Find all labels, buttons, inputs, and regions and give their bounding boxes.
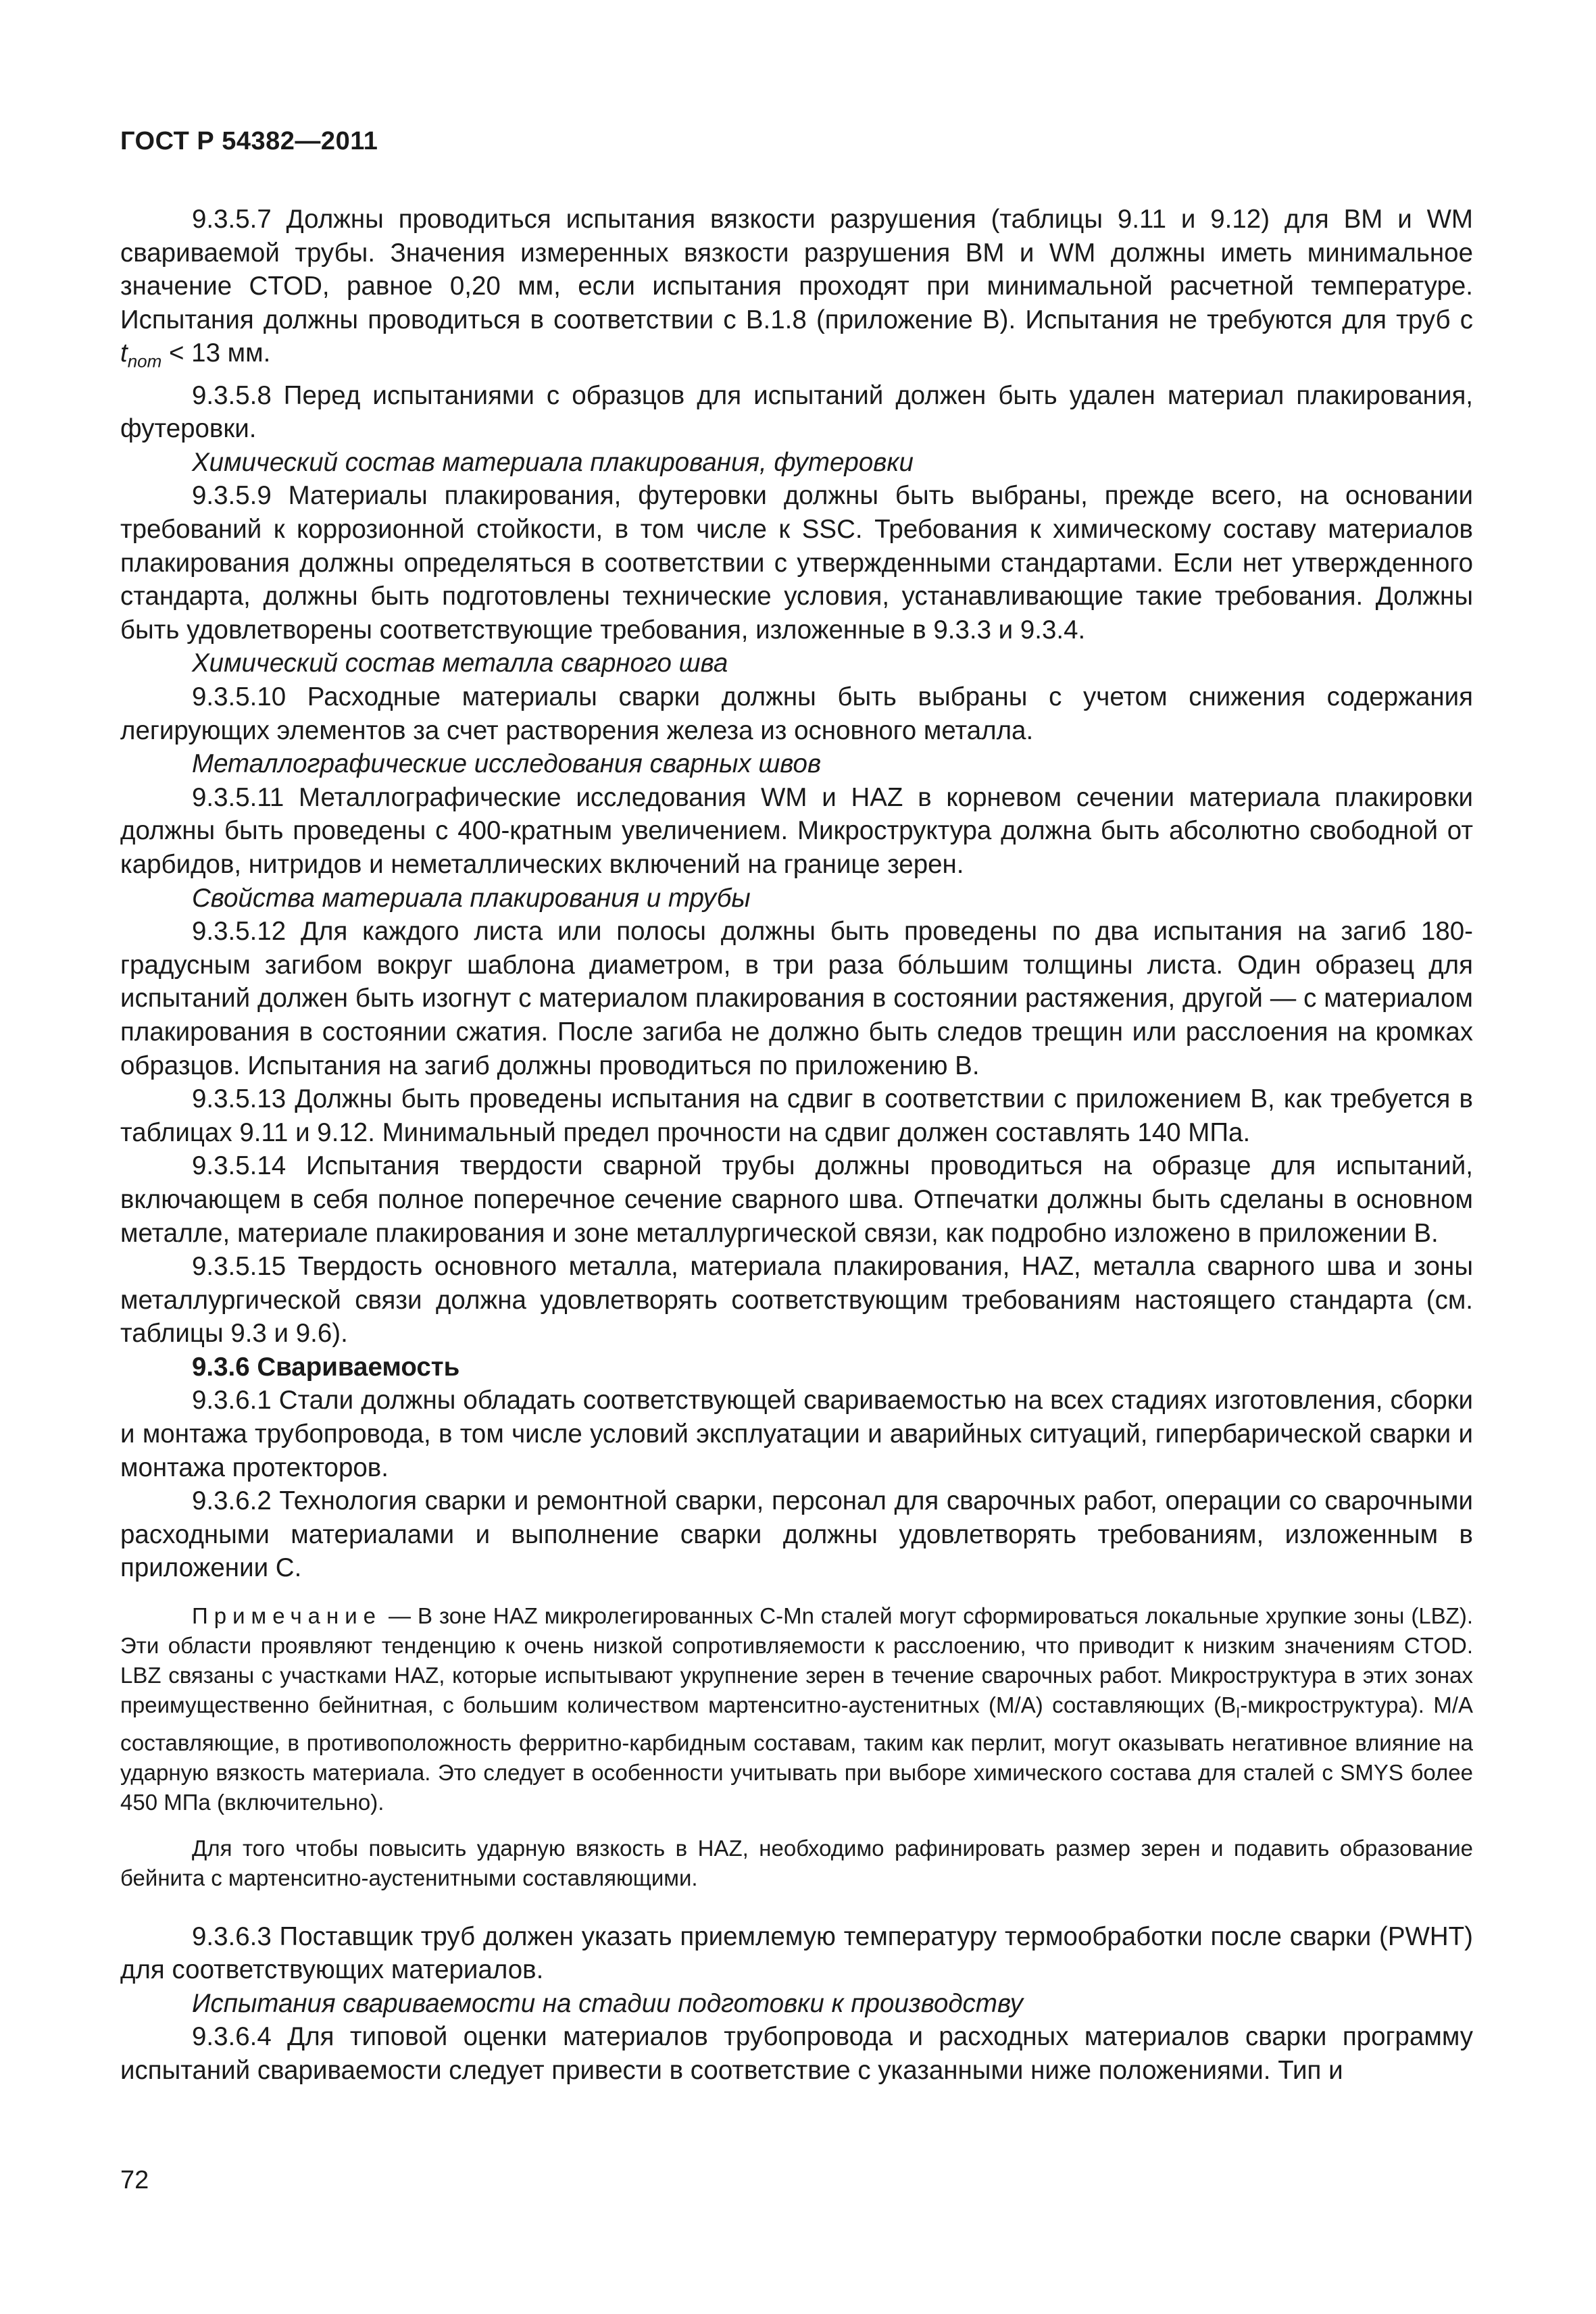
paragraph-9-3-6-4: 9.3.6.4 Для типовой оценки материалов трубопровода и расходных материалов сварки программу испытаний свариваемости следует привести в соответствие с указанными ниже положениями. Тип и — [120, 2022, 1473, 2085]
paragraph-9-3-5-9: 9.3.5.9 Материалы плакирования, футеровки должны быть выбраны, прежде всего, на основании требований к коррозионной стойкости, в том числе к SSC. Требования к химическому составу материалов плакирования должны определяться в соответствии с утвержденными стандартами. Если нет утвержденного стандарта, должны быть подготовлены технические условия, устанавливающие такие требования. Должны быть удовлетворены соответствующие требования, изложенные в 9.3.3 и 9.3.4. — [120, 481, 1473, 645]
document-body — [120, 203, 1473, 2088]
paragraph-9-3-6-3: 9.3.6.3 Поставщик труб должен указать приемлемую температуру термообработки после сварки (PWHT) для соответствующих материалов. — [120, 1921, 1473, 1985]
paragraph-9-3-5-12: 9.3.5.12 Для каждого листа или полосы должны быть проведены по два испытания на загиб 180-градусным загибом вокруг шаблона диаметром, в три раза бóльшим толщины листа. Один образец для испытаний должен быть изогнут с материалом плакирования в состоянии растяжения, другой — с материалом плакирования в состоянии сжатия. После загиба не должно быть следов трещин или расслоения на кромках образцов. Испытания на загиб должны проводиться по приложению В. — [120, 917, 1473, 1080]
subheading-chemical-weld: Химический состав металла сварного шва — [192, 649, 728, 678]
paragraph-9-3-5-7: 9.3.5.7 Должны проводиться испытания вязкости разрушения (таблицы 9.11 и 9.12) для ВМ и WM свариваемой трубы. Значения измеренных вязкости разрушения ВМ и WM должны иметь минимальное значение CTOD, равное 0,20 мм, если испытания проходят при минимальной расчетной температуре. Испытания должны проводиться в соответствии с В.1.8 (приложение В). Испытания не требуются для труб с $t_{nom} < 13$ мм. — [120, 205, 1473, 372]
page-number: 72 — [120, 2166, 149, 2194]
note-paragraph-2: Для того чтобы повысить ударную вязкость в HAZ, необходимо рафинировать размер зерен и подавить образование бейнита с мартенситно-аустенитными составляющими. — [120, 1835, 1473, 1890]
subheading-weldability-tests: Испытания свариваемости на стадии подготовки к производству — [192, 1988, 1024, 2018]
section-heading-9-3-6: 9.3.6 Свариваемость — [192, 1352, 460, 1382]
paragraph-9-3-5-10: 9.3.5.10 Расходные материалы сварки должны быть выбраны с учетом снижения содержания легирующих элементов за счет растворения железа из основного металла. — [120, 682, 1473, 745]
paragraph-9-3-5-11: 9.3.5.11 Металлографические исследования WM и HAZ в корневом сечении материала плакировки должны быть проведены с 400-кратным увеличением. Микроструктура должна быть абсолютно свободной от карбидов, нитридов и неметаллических включений на границе зерен. — [120, 782, 1473, 879]
subheading-chemical-cladding: Химический состав материала плакирования, футеровки — [192, 447, 914, 477]
paragraph-9-3-5-8: 9.3.5.8 Перед испытаниями с образцов для испытаний должен быть удален материал плакирования, футеровки. — [120, 380, 1473, 444]
document-id: ГОСТ Р 54382—2011 — [120, 127, 378, 155]
subheading-cladding-properties: Свойства материала плакирования и трубы — [192, 883, 751, 913]
note-label: Примечание — [192, 1603, 382, 1629]
paragraph-9-3-5-13: 9.3.5.13 Должны быть проведены испытания на сдвиг в соответствии с приложением В, как требуется в таблицах 9.11 и 9.12. Минимальный предел прочности на сдвиг должен составлять 140 МПа. — [120, 1084, 1473, 1147]
paragraph-9-3-6-1: 9.3.6.1 Стали должны обладать соответствующей свариваемостью на всех стадиях изготовления, сборки и монтажа трубопровода, в том числе условий эксплуатации и аварийных ситуаций, гипербарической сварки и монтажа протекторов. — [120, 1386, 1473, 1482]
paragraph-9-3-5-15: 9.3.5.15 Твердость основного металла, материала плакирования, HAZ, металла сварного шва и зоны металлургической связи должна удовлетворять соответствующим требованиям настоящего стандарта (см. таблицы 9.3 и 9.6). — [120, 1252, 1473, 1349]
paragraph-9-3-6-2: 9.3.6.2 Технология сварки и ремонтной сварки, персонал для сварочных работ, операции со сварочными расходными материалами и выполнение сварки должны удовлетворять требованиям, изложенным в приложении С. — [120, 1486, 1473, 1583]
subheading-metallography: Металлографические исследования сварных швов — [192, 749, 822, 779]
note-paragraph-1: Примечание — В зоне HAZ микролегированных C-Mn сталей могут сформироваться локальные хрупкие зоны (LBZ). Эти области проявляют тенденцию к очень низкой сопротивляемости к расслоению, что приводит к низким значениям CTOD. LBZ связаны с участками HAZ, которые испытывают укрупнение зерен в течение сварочных работ. Микроструктура в этих зонах преимущественно бейнитная, с большим количеством мартенситно-аустенитных (M/A) составляющих $(B_I-микроструктура)$. M/A составляющие, в противоположность ферритно-карбидным составам, таким как перлит, могут оказывать негативное влияние на ударную вязкость материала. Это следует в особенности учитывать при выборе химического состава для сталей с SMYS более 450 МПа (включительно). — [120, 1603, 1473, 1815]
paragraph-9-3-5-14: 9.3.5.14 Испытания твердости сварной трубы должны проводиться на образце для испытаний, включающем в себя полное поперечное сечение сварного шва. Отпечатки должны быть сделаны в основном металле, материале плакирования и зоне металлургической связи, как подробно изложено в приложении В. — [120, 1151, 1473, 1248]
